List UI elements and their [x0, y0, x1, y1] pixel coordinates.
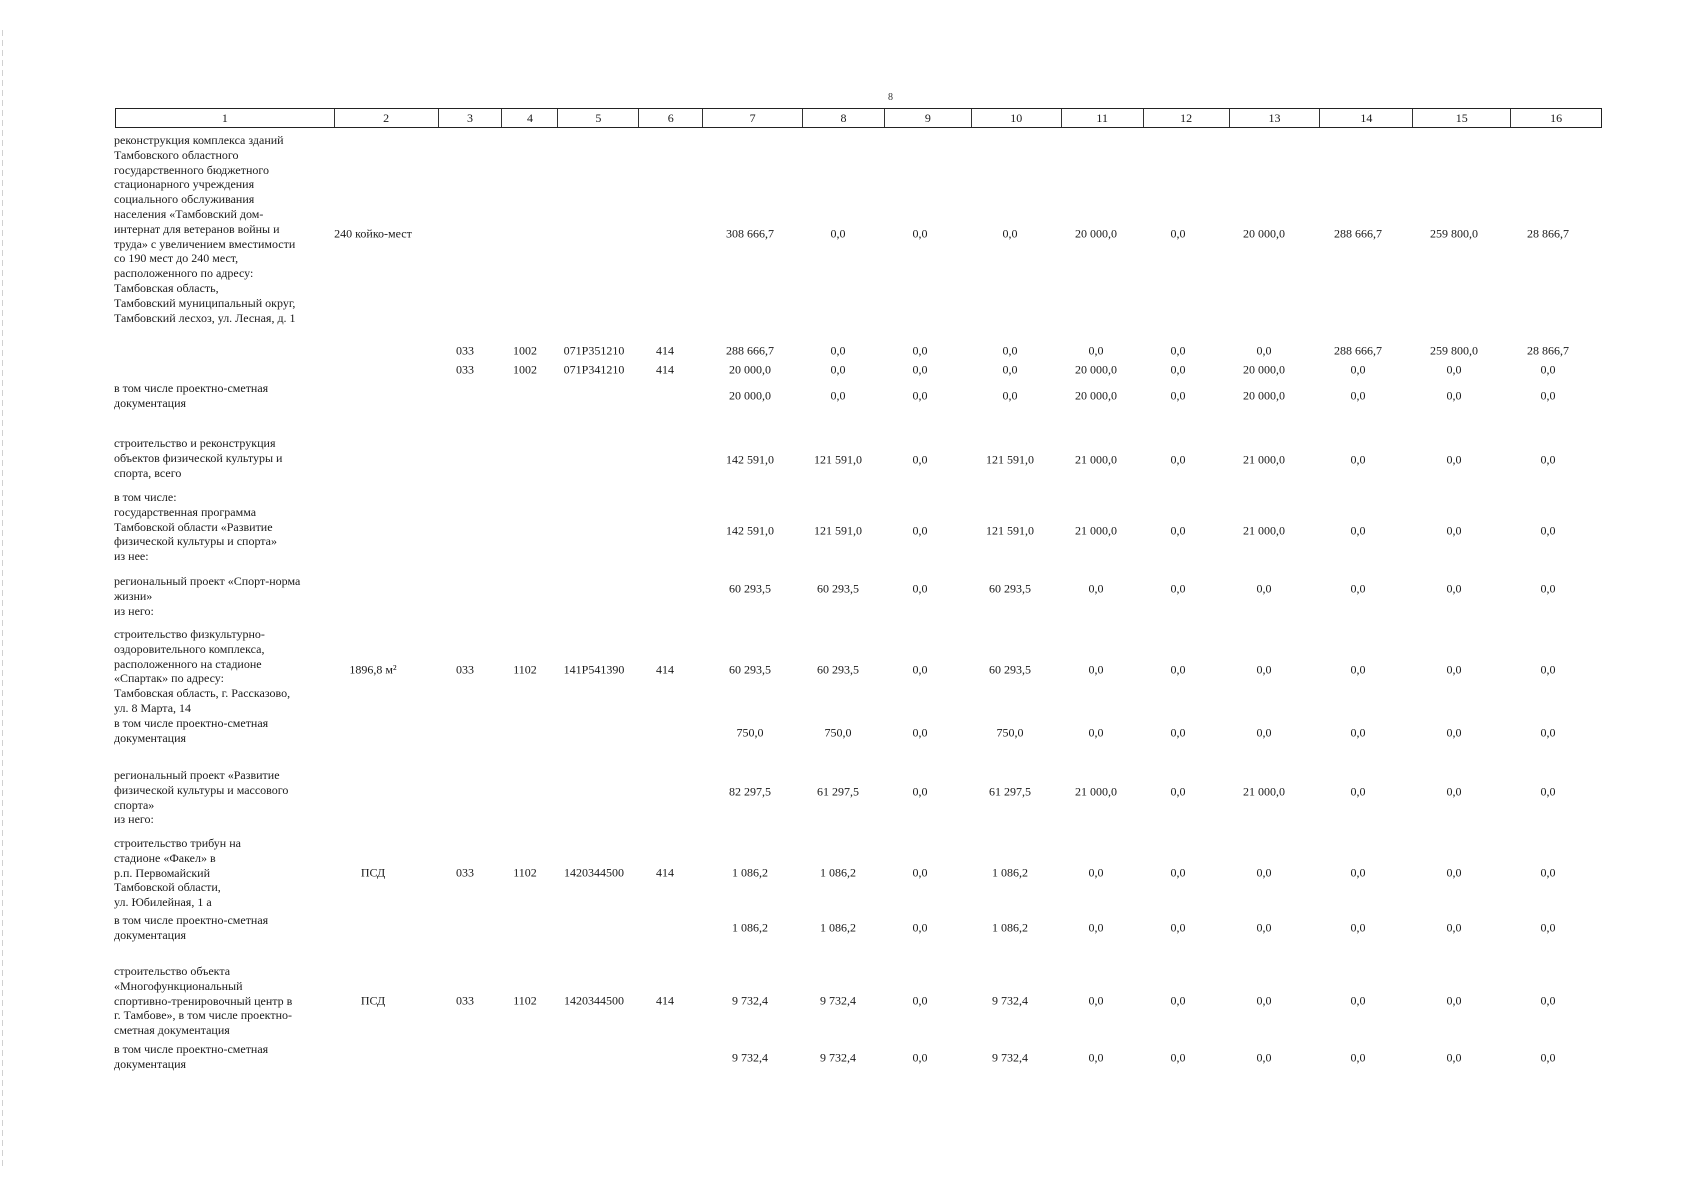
cell-col-8: 0,0	[830, 362, 846, 377]
cell-col-12: 0,0	[1170, 1050, 1186, 1065]
cell-col-15: 0,0	[1446, 662, 1462, 677]
cell-col-15: 259 800,0	[1430, 343, 1478, 358]
cell-col-13: 0,0	[1256, 662, 1272, 677]
column-number-header	[115, 108, 1602, 128]
cell-col-4: 1102	[513, 662, 537, 677]
cell-col-3: 033	[456, 993, 474, 1008]
cell-col-9: 0,0	[912, 784, 928, 799]
row-label: в том числе: государственная программа Тамбовской области «Развитие физической культуры и спорта» из нее:	[114, 490, 278, 564]
cell-col-16: 0,0	[1540, 523, 1556, 538]
cell-col-6: 414	[656, 993, 674, 1008]
cell-col-12: 0,0	[1170, 920, 1186, 935]
column-number: 7	[702, 109, 802, 127]
cell-col-8: 0,0	[830, 388, 846, 403]
cell-col-12: 0,0	[1170, 725, 1186, 740]
cell-col-10: 750,0	[996, 725, 1024, 740]
cell-col-15: 0,0	[1446, 784, 1462, 799]
cell-col-10: 1 086,2	[992, 865, 1028, 880]
row-label: реконструкция комплекса зданий Тамбовского областного государственного бюджетного стационарного учреждения социального обслуживания населения «Тамбовский дом- интернат для ветеранов войны и труда» с увеличением вместимости со 190 мест до 240 мест, расположенного по адресу: Тамбовская область, Тамбовский муниципальный округ, Тамбовский лесхоз, ул. Лесная, д. 1	[114, 133, 296, 325]
cell-col-10: 9 732,4	[992, 1050, 1028, 1065]
column-number: 4	[501, 109, 557, 127]
cell-col-5: 141P541390	[563, 662, 625, 677]
cell-col-10: 1 086,2	[992, 920, 1028, 935]
cell-col-13: 20 000,0	[1243, 362, 1285, 377]
cell-col-15: 0,0	[1446, 1050, 1462, 1065]
row-label: строительство трибун на стадионе «Факел» в р.п. Первомайский Тамбовской области, ул. Юбилейная, 1 а	[114, 836, 241, 910]
cell-col-8: 121 591,0	[814, 452, 862, 467]
cell-col-2: ПСД	[360, 865, 386, 880]
cell-col-11: 0,0	[1088, 865, 1104, 880]
column-number: 9	[884, 109, 971, 127]
cell-col-13: 0,0	[1256, 993, 1272, 1008]
cell-col-9: 0,0	[912, 343, 928, 358]
scan-edge	[2, 30, 3, 1170]
cell-col-7: 142 591,0	[726, 452, 774, 467]
row-label: в том числе проектно-сметная документация	[114, 381, 269, 410]
cell-col-7: 142 591,0	[726, 523, 774, 538]
cell-col-3: 033	[456, 865, 474, 880]
column-number: 15	[1412, 109, 1510, 127]
cell-col-12: 0,0	[1170, 784, 1186, 799]
cell-col-10: 0,0	[1002, 343, 1018, 358]
cell-col-3: 033	[456, 343, 474, 358]
column-number: 11	[1061, 109, 1143, 127]
row-label: в том числе проектно-сметная документация	[114, 913, 269, 942]
cell-col-9: 0,0	[912, 725, 928, 740]
cell-col-11: 0,0	[1088, 343, 1104, 358]
cell-col-14: 0,0	[1350, 362, 1366, 377]
column-number: 10	[971, 109, 1061, 127]
cell-col-16: 0,0	[1540, 362, 1556, 377]
cell-col-5: 071P341210	[563, 362, 625, 377]
cell-col-3: 033	[456, 362, 474, 377]
cell-col-9: 0,0	[912, 920, 928, 935]
cell-col-12: 0,0	[1170, 362, 1186, 377]
cell-col-10: 121 591,0	[986, 452, 1034, 467]
cell-col-11: 0,0	[1088, 725, 1104, 740]
cell-col-16: 0,0	[1540, 865, 1556, 880]
cell-col-16: 0,0	[1540, 725, 1556, 740]
cell-col-11: 21 000,0	[1075, 523, 1117, 538]
cell-col-5: 071P351210	[563, 343, 625, 358]
cell-col-10: 9 732,4	[992, 993, 1028, 1008]
cell-col-10: 0,0	[1002, 362, 1018, 377]
cell-col-14: 0,0	[1350, 388, 1366, 403]
cell-col-7: 60 293,5	[729, 581, 771, 596]
cell-col-13: 21 000,0	[1243, 523, 1285, 538]
cell-col-7: 1 086,2	[732, 920, 768, 935]
cell-col-11: 0,0	[1088, 1050, 1104, 1065]
cell-col-2: ПСД	[360, 993, 386, 1008]
cell-col-7: 20 000,0	[729, 388, 771, 403]
cell-col-13: 0,0	[1256, 1050, 1272, 1065]
cell-col-8: 61 297,5	[817, 784, 859, 799]
cell-col-16: 0,0	[1540, 452, 1556, 467]
cell-col-4: 1002	[513, 362, 537, 377]
column-number: 12	[1143, 109, 1229, 127]
row-label: региональный проект «Спорт-норма жизни» из него:	[114, 574, 301, 618]
cell-col-8: 1 086,2	[820, 920, 856, 935]
cell-col-15: 0,0	[1446, 920, 1462, 935]
cell-col-10: 60 293,5	[989, 662, 1031, 677]
cell-col-14: 0,0	[1350, 865, 1366, 880]
cell-col-11: 0,0	[1088, 920, 1104, 935]
cell-col-15: 0,0	[1446, 581, 1462, 596]
cell-col-9: 0,0	[912, 993, 928, 1008]
cell-col-8: 9 732,4	[820, 1050, 856, 1065]
column-number: 3	[438, 109, 502, 127]
cell-col-16: 0,0	[1540, 1050, 1556, 1065]
cell-col-7: 288 666,7	[726, 343, 774, 358]
cell-col-9: 0,0	[912, 523, 928, 538]
cell-col-8: 121 591,0	[814, 523, 862, 538]
cell-col-16: 0,0	[1540, 581, 1556, 596]
cell-col-16: 28 866,7	[1527, 343, 1569, 358]
cell-col-12: 0,0	[1170, 388, 1186, 403]
cell-col-7: 82 297,5	[729, 784, 771, 799]
cell-col-12: 0,0	[1170, 343, 1186, 358]
cell-col-15: 0,0	[1446, 865, 1462, 880]
cell-col-14: 288 666,7	[1334, 343, 1382, 358]
cell-col-9: 0,0	[912, 388, 928, 403]
cell-col-8: 0,0	[830, 343, 846, 358]
cell-col-15: 0,0	[1446, 993, 1462, 1008]
cell-col-16: 0,0	[1540, 388, 1556, 403]
cell-col-11: 21 000,0	[1075, 452, 1117, 467]
cell-col-7: 9 732,4	[732, 1050, 768, 1065]
cell-col-9: 0,0	[912, 452, 928, 467]
cell-col-14: 0,0	[1350, 581, 1366, 596]
cell-col-10: 61 297,5	[989, 784, 1031, 799]
cell-col-12: 0,0	[1170, 865, 1186, 880]
row-label: строительство и реконструкция объектов физической культуры и спорта, всего	[114, 436, 283, 480]
cell-col-12: 0,0	[1170, 226, 1186, 241]
cell-col-13: 0,0	[1256, 725, 1272, 740]
cell-col-15: 0,0	[1446, 452, 1462, 467]
cell-col-13: 20 000,0	[1243, 388, 1285, 403]
cell-col-7: 20 000,0	[729, 362, 771, 377]
row-label: в том числе проектно-сметная документация	[114, 716, 269, 745]
cell-col-12: 0,0	[1170, 523, 1186, 538]
cell-col-16: 0,0	[1540, 784, 1556, 799]
cell-col-2: 240 койко-мест	[334, 226, 412, 241]
cell-col-10: 60 293,5	[989, 581, 1031, 596]
cell-col-10: 0,0	[1002, 388, 1018, 403]
cell-col-8: 750,0	[824, 725, 852, 740]
cell-col-13: 0,0	[1256, 920, 1272, 935]
cell-col-4: 1102	[513, 865, 537, 880]
cell-col-5: 1420344500	[564, 865, 624, 880]
cell-col-13: 21 000,0	[1243, 784, 1285, 799]
cell-col-11: 0,0	[1088, 581, 1104, 596]
cell-col-15: 0,0	[1446, 523, 1462, 538]
cell-col-14: 0,0	[1350, 523, 1366, 538]
row-label: региональный проект «Развитие физической культуры и массового спорта» из него:	[114, 768, 289, 827]
row-label: строительство объекта «Многофункциональный спортивно-тренировочный центр в г. Тамбове», в том числе проектно- сметная документация	[114, 964, 293, 1038]
cell-col-16: 0,0	[1540, 662, 1556, 677]
cell-col-9: 0,0	[912, 226, 928, 241]
cell-col-6: 414	[656, 343, 674, 358]
cell-col-15: 0,0	[1446, 388, 1462, 403]
cell-col-11: 0,0	[1088, 993, 1104, 1008]
column-number: 2	[334, 109, 438, 127]
column-number: 14	[1319, 109, 1412, 127]
cell-col-12: 0,0	[1170, 581, 1186, 596]
cell-col-8: 1 086,2	[820, 865, 856, 880]
cell-col-14: 0,0	[1350, 1050, 1366, 1065]
cell-col-13: 0,0	[1256, 865, 1272, 880]
cell-col-8: 0,0	[830, 226, 846, 241]
column-number: 13	[1229, 109, 1320, 127]
cell-col-4: 1002	[513, 343, 537, 358]
cell-col-6: 414	[656, 362, 674, 377]
cell-col-9: 0,0	[912, 662, 928, 677]
cell-col-11: 0,0	[1088, 662, 1104, 677]
cell-col-16: 0,0	[1540, 993, 1556, 1008]
column-number: 8	[802, 109, 884, 127]
cell-col-10: 121 591,0	[986, 523, 1034, 538]
column-number: 1	[221, 111, 228, 125]
cell-col-12: 0,0	[1170, 662, 1186, 677]
column-number: 6	[638, 109, 702, 127]
cell-col-12: 0,0	[1170, 993, 1186, 1008]
cell-col-14: 0,0	[1350, 662, 1366, 677]
cell-col-13: 21 000,0	[1243, 452, 1285, 467]
cell-col-14: 0,0	[1350, 452, 1366, 467]
cell-col-7: 60 293,5	[729, 662, 771, 677]
cell-col-7: 308 666,7	[726, 226, 774, 241]
cell-col-3: 033	[456, 662, 474, 677]
cell-col-9: 0,0	[912, 362, 928, 377]
cell-col-11: 20 000,0	[1075, 362, 1117, 377]
cell-col-10: 0,0	[1002, 226, 1018, 241]
cell-col-14: 0,0	[1350, 784, 1366, 799]
cell-col-14: 0,0	[1350, 725, 1366, 740]
cell-col-12: 0,0	[1170, 452, 1186, 467]
cell-col-8: 9 732,4	[820, 993, 856, 1008]
cell-col-7: 9 732,4	[732, 993, 768, 1008]
cell-col-15: 0,0	[1446, 725, 1462, 740]
column-number: 5	[557, 109, 638, 127]
cell-col-5: 1420344500	[564, 993, 624, 1008]
row-label: в том числе проектно-сметная документация	[114, 1042, 269, 1071]
cell-col-6: 414	[656, 865, 674, 880]
cell-col-7: 750,0	[736, 725, 764, 740]
cell-col-14: 288 666,7	[1334, 226, 1382, 241]
cell-col-13: 20 000,0	[1243, 226, 1285, 241]
cell-col-9: 0,0	[912, 581, 928, 596]
page-number: 8	[888, 92, 893, 103]
cell-col-16: 0,0	[1540, 920, 1556, 935]
cell-col-9: 0,0	[912, 865, 928, 880]
cell-col-15: 0,0	[1446, 362, 1462, 377]
cell-col-11: 20 000,0	[1075, 388, 1117, 403]
cell-col-14: 0,0	[1350, 920, 1366, 935]
cell-col-16: 28 866,7	[1527, 226, 1569, 241]
cell-col-15: 259 800,0	[1430, 226, 1478, 241]
cell-col-14: 0,0	[1350, 993, 1366, 1008]
cell-col-9: 0,0	[912, 1050, 928, 1065]
cell-col-11: 21 000,0	[1075, 784, 1117, 799]
column-number: 16	[1510, 109, 1601, 127]
row-label: строительство физкультурно- оздоровительного комплекса, расположенного на стадионе «Спартак» по адресу: Тамбовская область, г. Рассказово, ул. 8 Марта, 14	[114, 627, 291, 715]
cell-col-13: 0,0	[1256, 581, 1272, 596]
cell-col-13: 0,0	[1256, 343, 1272, 358]
cell-col-11: 20 000,0	[1075, 226, 1117, 241]
cell-col-8: 60 293,5	[817, 581, 859, 596]
cell-col-4: 1102	[513, 993, 537, 1008]
cell-col-7: 1 086,2	[732, 865, 768, 880]
cell-col-2: 1896,8 м²	[349, 662, 397, 677]
cell-col-6: 414	[656, 662, 674, 677]
cell-col-8: 60 293,5	[817, 662, 859, 677]
